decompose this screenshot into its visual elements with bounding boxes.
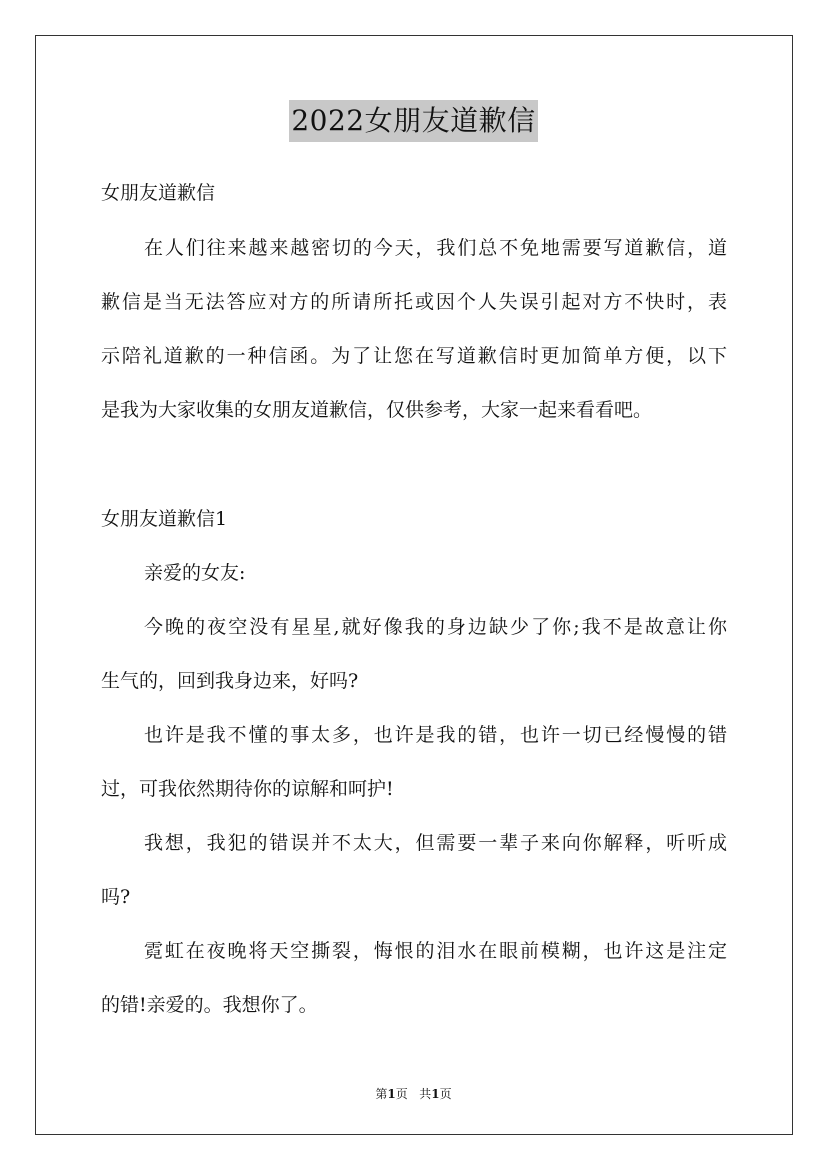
paragraph-2-line-1: 也许是我不懂的事太多，也许是我的错，也许一切已经慢慢的错 [144, 724, 727, 746]
greeting: 亲爱的女友: [144, 562, 246, 584]
footer-page-suffix: 页 [395, 1087, 408, 1101]
footer-page-prefix: 第 [375, 1087, 388, 1101]
paragraph-3-line-1: 我想，我犯的错误并不太大，但需要一辈子来向你解释，听听成 [144, 832, 727, 854]
paragraph-3-line-2: 吗? [101, 886, 131, 908]
paragraph-4-line-2: 的错!亲爱的。我想你了。 [101, 994, 318, 1016]
footer-total-number: 1 [431, 1087, 440, 1101]
intro-line-1: 在人们往来越来越密切的今天，我们总不免地需要写道歉信，道 [144, 237, 727, 259]
document-title: 2022女朋友道歉信 [289, 100, 537, 142]
subtitle: 女朋友道歉信 [101, 182, 216, 204]
title-container [0, 100, 827, 142]
section-heading: 女朋友道歉信1 [101, 508, 228, 530]
paragraph-4-line-1: 霓虹在夜晚将天空撕裂，悔恨的泪水在眼前模糊，也许这是注定 [144, 940, 727, 962]
intro-line-4: 是我为大家收集的女朋友道歉信，仅供参考，大家一起来看看吧。 [101, 399, 653, 421]
paragraph-1-line-2: 生气的，回到我身边来，好吗? [101, 670, 359, 692]
intro-line-3: 示陪礼道歉的一种信函。为了让您在写道歉信时更加简单方便，以下 [101, 345, 727, 367]
footer-total-suffix: 页 [439, 1087, 452, 1101]
paragraph-2-line-2: 过，可我依然期待你的谅解和呵护! [101, 778, 394, 800]
footer-total-prefix: 共 [419, 1087, 432, 1101]
footer-page-number: 1 [387, 1087, 396, 1101]
intro-line-2: 歉信是当无法答应对方的所请所托或因个人失误引起对方不快时，表 [101, 291, 727, 313]
page-footer [0, 1086, 827, 1102]
paragraph-1-line-1: 今晚的夜空没有星星,就好像我的身边缺少了你;我不是故意让你 [144, 616, 727, 638]
